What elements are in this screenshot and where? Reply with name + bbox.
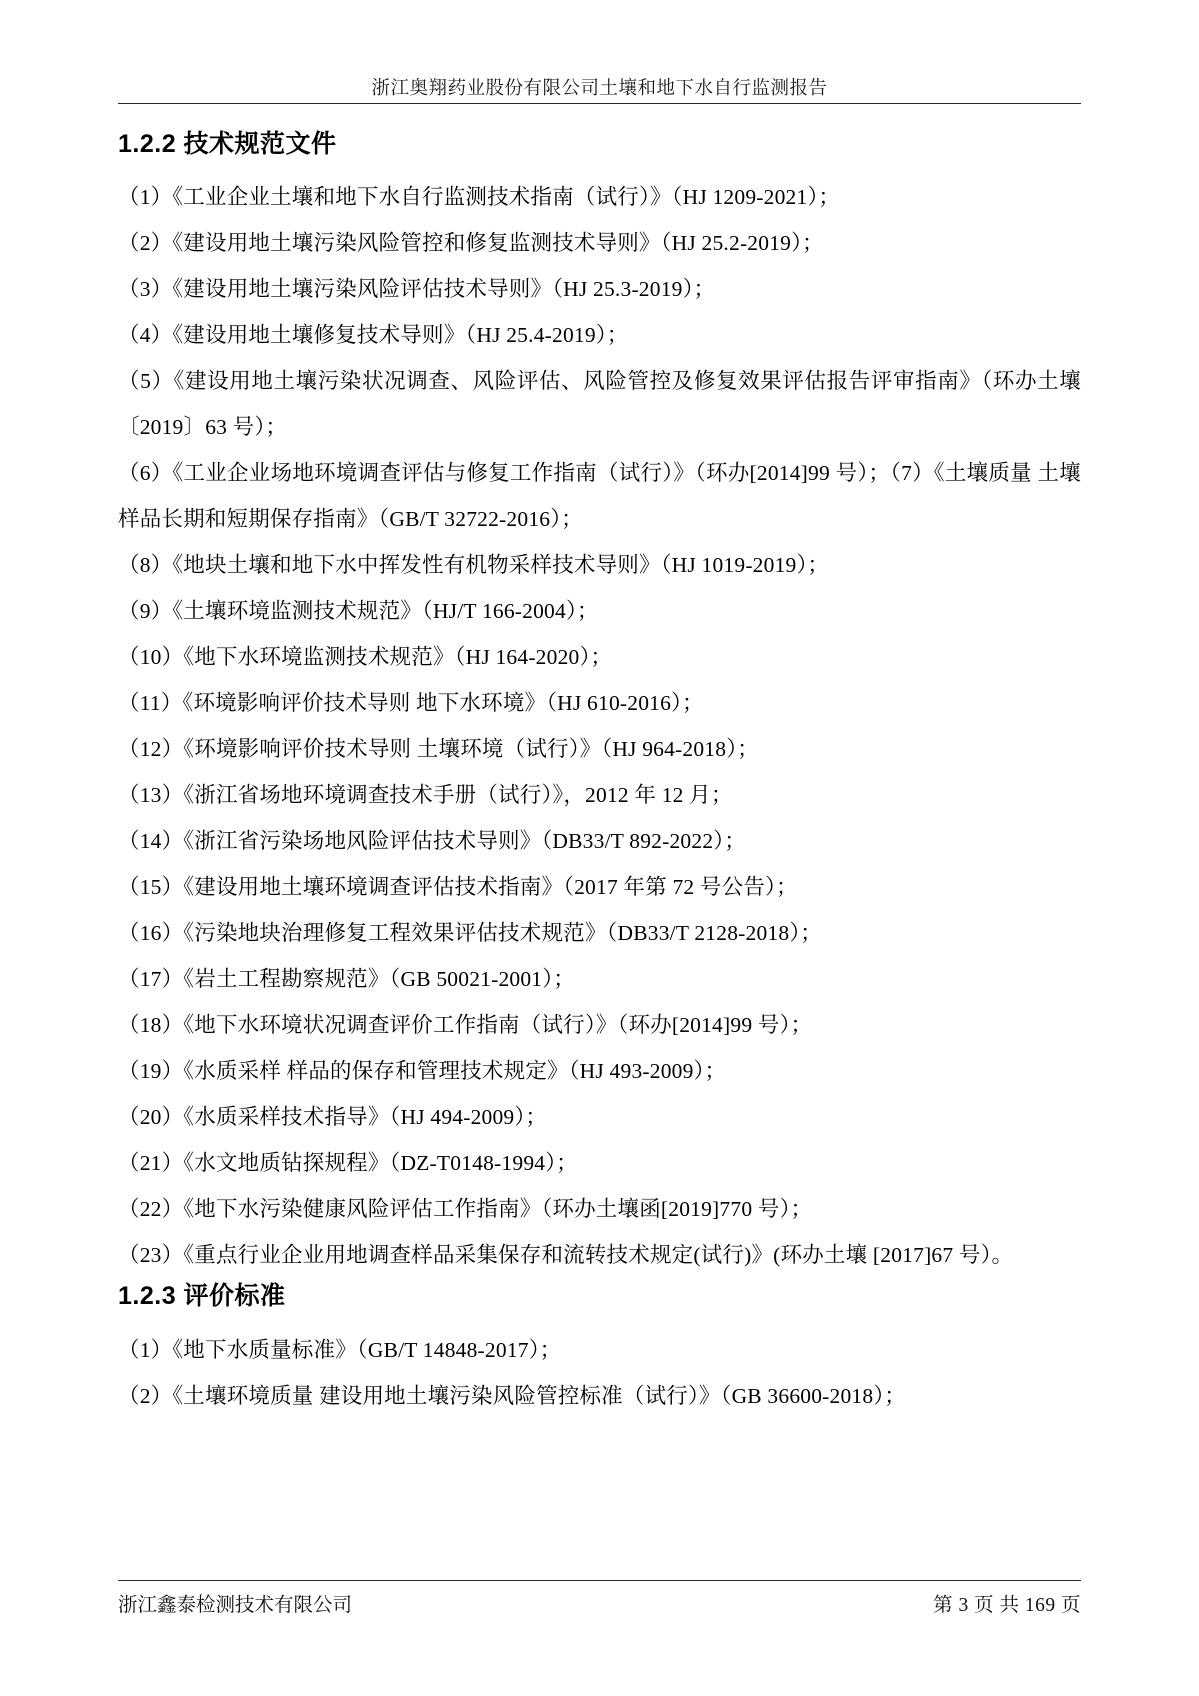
list-item: （10）《地下水环境监测技术规范》（HJ 164-2020）； [118, 645, 613, 670]
list-item: （2）《土壤环境质量 建设用地土壤污染风险管控标准（试行）》（GB 36600-2018）； [118, 1383, 906, 1408]
list-item: （2）《建设用地土壤污染风险管控和修复监测技术导则》（HJ 25.2-2019）； [118, 231, 824, 256]
page-header: 浙江奥翔药业股份有限公司土壤和地下水自行监测报告 [371, 79, 828, 99]
list-item: （14）《浙江省污染场地风险评估技术导则》（DB33/T 892-2022）； [118, 829, 746, 854]
footer-page-prefix: 第 [933, 1595, 954, 1616]
list-item: （5）《建设用地土壤污染状况调查、风险评估、风险管控及修复效果评估报告评审指南》（环办土壤〔2019〕63 号）； [118, 369, 1081, 440]
footer-page-mid: 页 共 [974, 1595, 1020, 1616]
list-item: （19）《水质采样 样品的保存和管理技术规定》（HJ 493-2009）； [118, 1059, 727, 1084]
list-item: （8）《地块土壤和地下水中挥发性有机物采样技术导则》（HJ 1019-2019）； [118, 553, 830, 578]
list-item: （13）《浙江省场地环境调查技术手册（试行）》，2012 年 12 月； [118, 783, 733, 808]
footer-company: 浙江鑫泰检测技术有限公司 [118, 1595, 353, 1616]
list-item: （11）《环境影响评价技术导则 地下水环境》（HJ 610-2016）； [118, 691, 704, 716]
footer-page-number: 3 [958, 1595, 969, 1616]
list-item: （21）《水文地质钻探规程》（DZ-T0148-1994）； [118, 1151, 578, 1176]
header-divider [118, 103, 1081, 104]
page-content [118, 126, 1081, 1419]
list-item: （15）《建设用地土壤环境调查评估技术指南》（2017 年第 72 号公告）； [118, 875, 798, 900]
footer-pagination [933, 1589, 1081, 1617]
footer-page-total: 169 [1024, 1595, 1056, 1616]
list-item: （23）《重点行业企业用地调查样品采集保存和流转技术规定(试行)》(环办土壤 [2017]67 号）。 [118, 1243, 1014, 1268]
list-item: （20）《水质采样技术指导》（HJ 494-2009）； [118, 1105, 548, 1130]
list-item: （9）《土壤环境监测技术规范》（HJ/T 166-2004）； [118, 599, 599, 624]
list-item: （3）《建设用地土壤污染风险评估技术导则》（HJ 25.3-2019）； [118, 277, 716, 302]
page-footer [118, 1589, 1081, 1617]
footer-divider [118, 1580, 1081, 1581]
section-heading-1-2-3: 1.2.3 评价标准 [118, 1282, 286, 1311]
list-item: （12）《环境影响评价技术导则 土壤环境（试行）》（HJ 964-2018）； [118, 737, 759, 762]
list-item: （4）《建设用地土壤修复技术导则》（HJ 25.4-2019）； [118, 323, 629, 348]
list-item: （18）《地下水环境状况调查评价工作指南（试行）》（环办[2014]99 号）； [118, 1013, 813, 1038]
list-item: （17）《岩土工程勘察规范》（GB 50021-2001）； [118, 967, 575, 992]
section-heading-1-2-2: 1.2.2 技术规范文件 [118, 130, 337, 158]
list-item: （1）《地下水质量标准》（GB/T 14848-2017）； [118, 1337, 562, 1362]
list-item: （22）《地下水污染健康风险评估工作指南》（环办土壤函[2019]770 号）； [118, 1197, 813, 1222]
list-item: （1）《工业企业土壤和地下水自行监测技术指南（试行）》（HJ 1209-2021）； [118, 185, 841, 210]
list-item: （6）《工业企业场地环境调查评估与修复工作指南（试行）》（环办[2014]99 号）；（7）《土壤质量 土壤样品长期和短期保存指南》（GB/T 32722-2016）； [118, 461, 1081, 532]
footer-page-suffix: 页 [1060, 1595, 1081, 1616]
list-item: （16）《污染地块治理修复工程效果评估技术规范》（DB33/T 2128-2018）； [118, 921, 822, 946]
